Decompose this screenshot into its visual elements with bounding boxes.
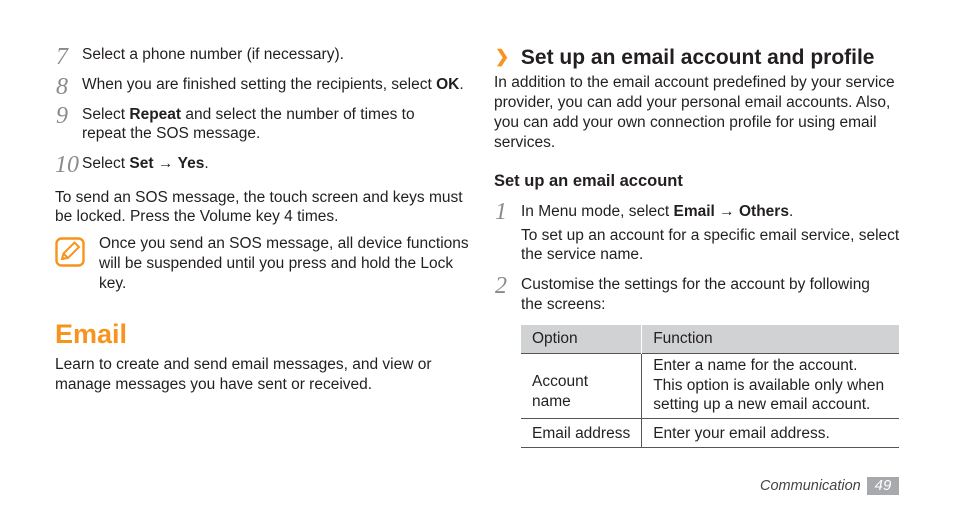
step-number: 8 (56, 74, 68, 100)
page-number: 49 (867, 477, 899, 495)
step-1-text: In Menu mode, select Email → Others. (521, 203, 794, 220)
option-cell: Account name (521, 354, 642, 419)
step-9-text-line2: repeat the SOS message. (82, 125, 261, 142)
column-header: Option (521, 325, 642, 354)
note-pencil-icon (55, 237, 85, 267)
section-intro-line: manage messages you have sent or received. (55, 376, 373, 393)
note-line: Once you send an SOS message, all device functions (99, 235, 469, 252)
step-2-line: Customise the settings for the account by following (521, 276, 870, 293)
function-cell: Enter a name for the account. This option is available only when setting up a new email account. (642, 354, 899, 419)
note-line: will be suspended until you press and hold the Lock (99, 255, 454, 272)
step-number: 10 (55, 152, 79, 178)
intro-line: In addition to the email account predefined by your service (494, 74, 895, 91)
subsection-heading: ❯ Set up an email account and profile (495, 46, 875, 69)
table-row (521, 354, 899, 419)
paragraph-line: be locked. Press the Volume key 4 times. (55, 208, 339, 225)
intro-line: you can add your own connection profile for using email (494, 114, 877, 131)
column-header: Function (642, 325, 899, 354)
table-header-row (521, 325, 899, 354)
step-1-detail-line: the service name. (521, 246, 644, 263)
step-10-text: Select Set → Yes. (82, 155, 209, 172)
step-number: 1 (495, 199, 507, 225)
options-table (521, 325, 899, 448)
option-cell: Email address (521, 418, 642, 448)
step-8-text: When you are finished setting the recipients, select OK. (82, 76, 464, 93)
paragraph-line: To send an SOS message, the touch screen and keys must (55, 189, 463, 206)
step-number: 2 (495, 273, 507, 299)
step-7-text: Select a phone number (if necessary). (82, 46, 344, 63)
procedure-heading: Set up an email account (494, 172, 683, 190)
section-intro-line: Learn to create and send email messages, and view or (55, 356, 432, 373)
section-title: Email (55, 319, 128, 349)
function-cell: Enter your email address. (642, 418, 899, 448)
intro-line: services. (494, 134, 556, 151)
footer-section-name: Communication (760, 478, 861, 494)
chevron-right-icon: ❯ (495, 47, 510, 66)
step-number: 9 (56, 103, 68, 129)
intro-line: provider, you can add your personal email accounts. Also, (494, 94, 891, 111)
step-2-line: the screens: (521, 296, 606, 313)
table-row (521, 418, 899, 448)
step-number: 7 (56, 44, 68, 70)
step-9-text: Select Repeat and select the number of times to (82, 106, 415, 123)
note-line: key. (99, 275, 127, 292)
step-1-detail-line: To set up an account for a specific email service, select (521, 227, 900, 244)
